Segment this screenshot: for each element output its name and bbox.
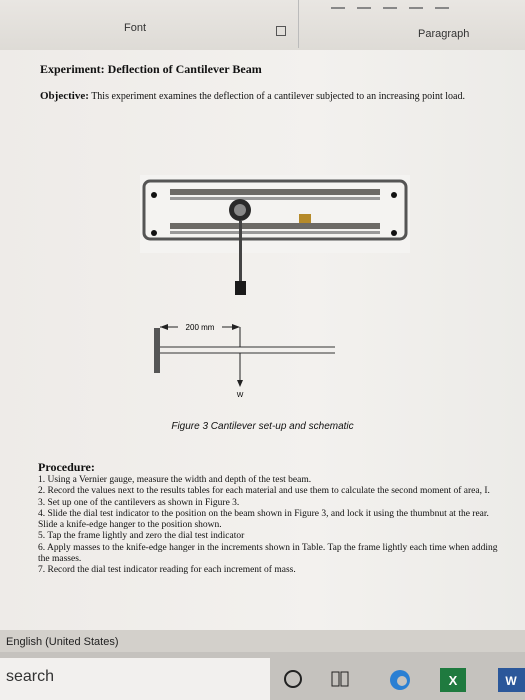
cortana-icon[interactable] <box>282 668 304 690</box>
cantilever-schematic <box>154 323 335 399</box>
font-dialog-launcher-icon[interactable] <box>276 26 286 36</box>
status-bar <box>0 630 525 652</box>
procedure-step: 6. Apply masses to the knife-edge hanger in the increments shown in Table. Tap the frame lightly each time when adding the masses. <box>38 542 498 565</box>
procedure-step: 5. Tap the frame lightly and zero the dial test indicator <box>38 531 245 542</box>
figure-caption: Figure 3 Cantilever set-up and schematic <box>171 421 354 432</box>
language-indicator[interactable]: English (United States) <box>6 636 119 648</box>
taskbar-search-box[interactable] <box>0 658 270 700</box>
ribbon-divider <box>298 0 299 48</box>
procedure-step: 2. Record the values next to the results tables for each material and use them to calculate the second moment of area, I. <box>38 486 490 497</box>
svg-text:W: W <box>505 674 517 688</box>
objective-text: This experiment examines the deflection of a cantilever subjected to an increasing point load. <box>88 91 465 102</box>
excel-icon[interactable] <box>440 668 466 692</box>
svg-text:X: X <box>448 673 458 688</box>
document-page[interactable] <box>0 50 525 630</box>
procedure-step: 4. Slide the dial test indicator to the position on the beam shown in Figure 3, and lock it using the thumbnut at the rear. Slide a knife-edge hanger to the position shown. <box>38 508 489 531</box>
cantilever-figure <box>140 175 410 399</box>
edge-icon[interactable] <box>388 668 412 692</box>
ribbon <box>0 0 525 50</box>
procedure-step: 1. Using a Vernier gauge, measure the width and depth of the test beam. <box>38 475 312 485</box>
experiment-title: Experiment: Deflection of Cantilever Beam <box>40 62 262 76</box>
search-text: search <box>6 668 55 685</box>
procedure-step: 3. Set up one of the cantilevers as shown in Figure 3. <box>38 497 240 508</box>
procedure-title: Procedure: <box>38 460 95 474</box>
task-view-icon[interactable] <box>330 668 352 690</box>
procedure-steps <box>38 475 500 577</box>
word-icon[interactable] <box>498 668 525 692</box>
ribbon-paragraph-buttons[interactable] <box>325 0 525 18</box>
dimension-label: 200 mm <box>185 323 215 332</box>
font-group-label: Font <box>124 22 147 34</box>
procedure-step: 7. Record the dial test indicator reading for each increment of mass. <box>38 565 296 576</box>
paragraph-group-label: Paragraph <box>418 28 470 40</box>
apparatus-photo <box>140 175 410 295</box>
objective-label: Objective: <box>40 90 89 102</box>
objective-paragraph <box>40 90 500 103</box>
load-label: W <box>236 392 244 399</box>
